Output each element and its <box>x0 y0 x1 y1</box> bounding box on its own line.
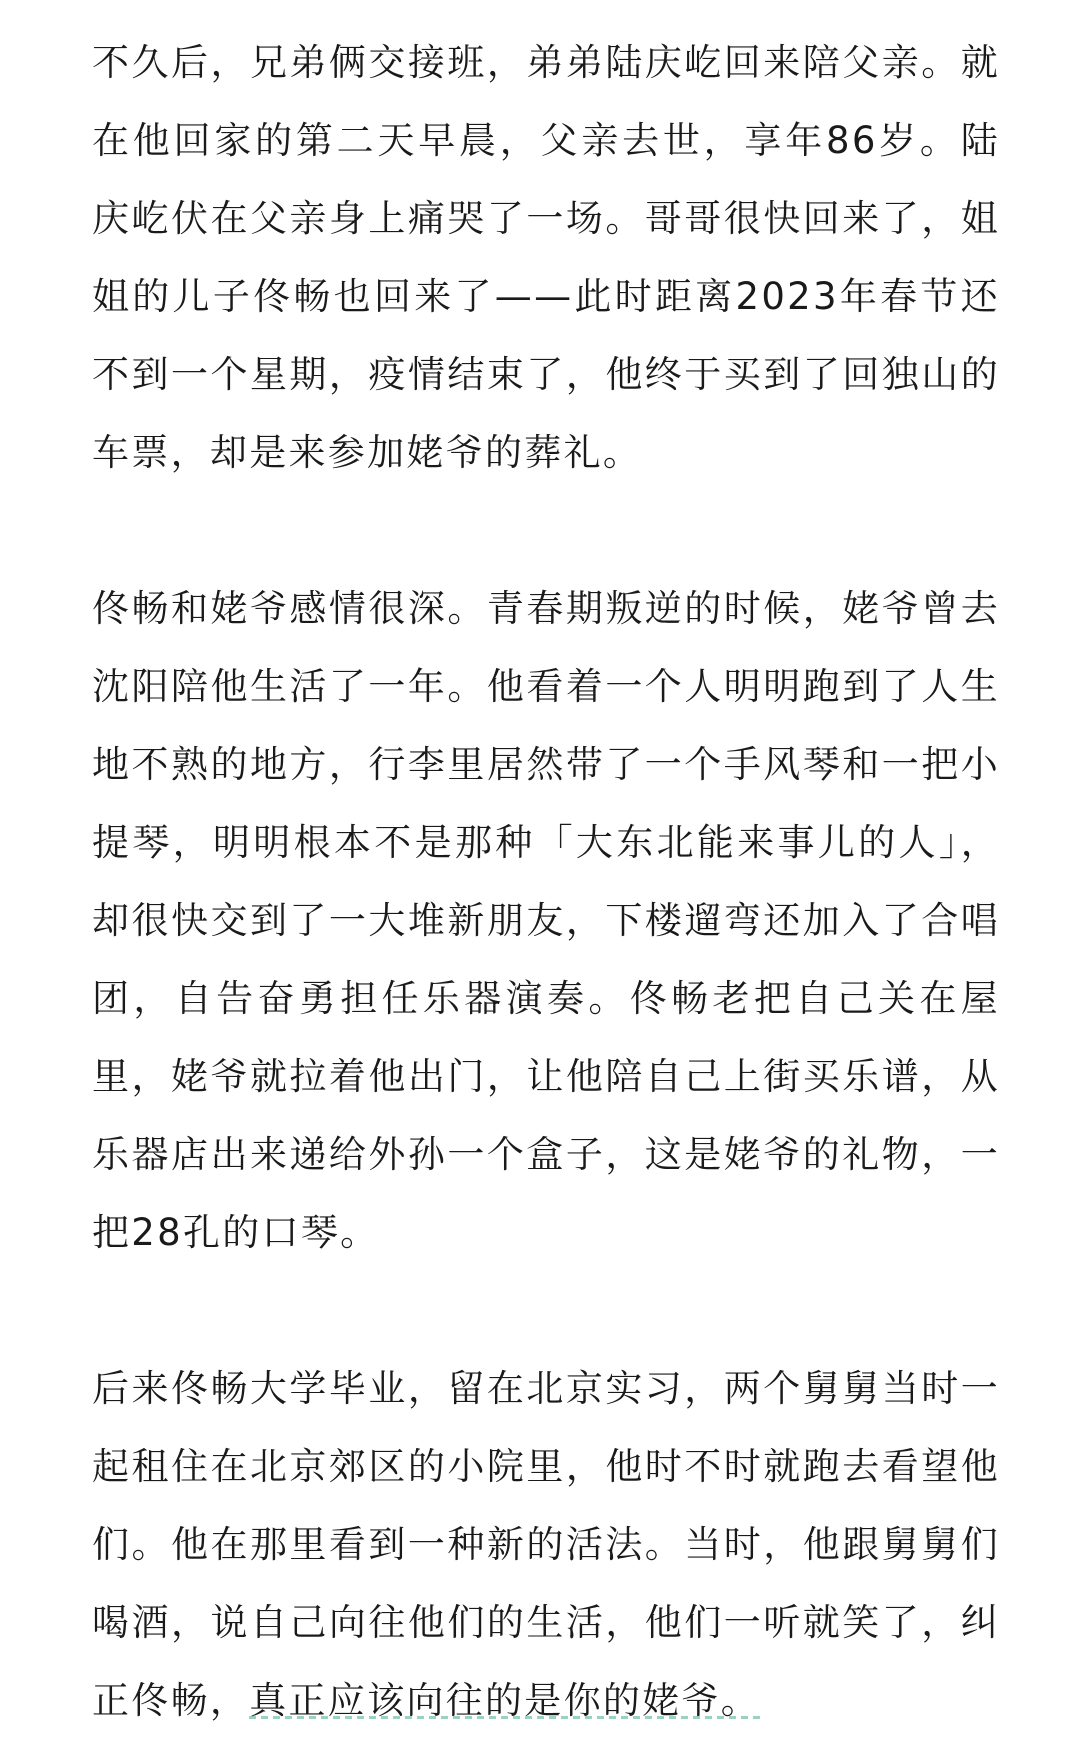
paragraph-3-text: 后来佟畅大学毕业，留在北京实习，两个舅舅当时一起租住在北京郊区的小院里，他时不时就跑去看望他们。他在那里看到一种新的活法。当时，他跟舅舅们喝酒，说自己向往他们的生活，他们一听就笑了，纠正佟畅， <box>92 1367 1000 1722</box>
paragraph-2 <box>92 570 1000 1272</box>
paragraph-3 <box>92 1350 1000 1740</box>
highlighted-quote: 真正应该向往的是你的姥爷。 <box>249 1679 761 1722</box>
paragraph-1 <box>92 24 1000 492</box>
paragraph-2-text: 佟畅和姥爷感情很深。青春期叛逆的时候，姥爷曾去沈阳陪他生活了一年。他看着一个人明明跑到了人生地不熟的地方，行李里居然带了一个手风琴和一把小提琴，明明根本不是那种「大东北能来事儿的人」，却很快交到了一大堆新朋友，下楼遛弯还加入了合唱团，自告奋勇担任乐器演奏。佟畅老把自己关在屋里，姥爷就拉着他出门，让他陪自己上街买乐谱，从乐器店出来递给外孙一个盒子，这是姥爷的礼物，一把28孔的口琴。 <box>92 587 1000 1254</box>
paragraph-1-text: 不久后，兄弟俩交接班，弟弟陆庆屹回来陪父亲。就在他回家的第二天早晨，父亲去世，享年86岁。陆庆屹伏在父亲身上痛哭了一场。哥哥很快回来了，姐姐的儿子佟畅也回来了——此时距离2023年春节还不到一个星期，疫情结束了，他终于买到了回独山的车票，却是来参加姥爷的葬礼。 <box>92 41 1000 474</box>
article-body <box>92 24 1000 1740</box>
